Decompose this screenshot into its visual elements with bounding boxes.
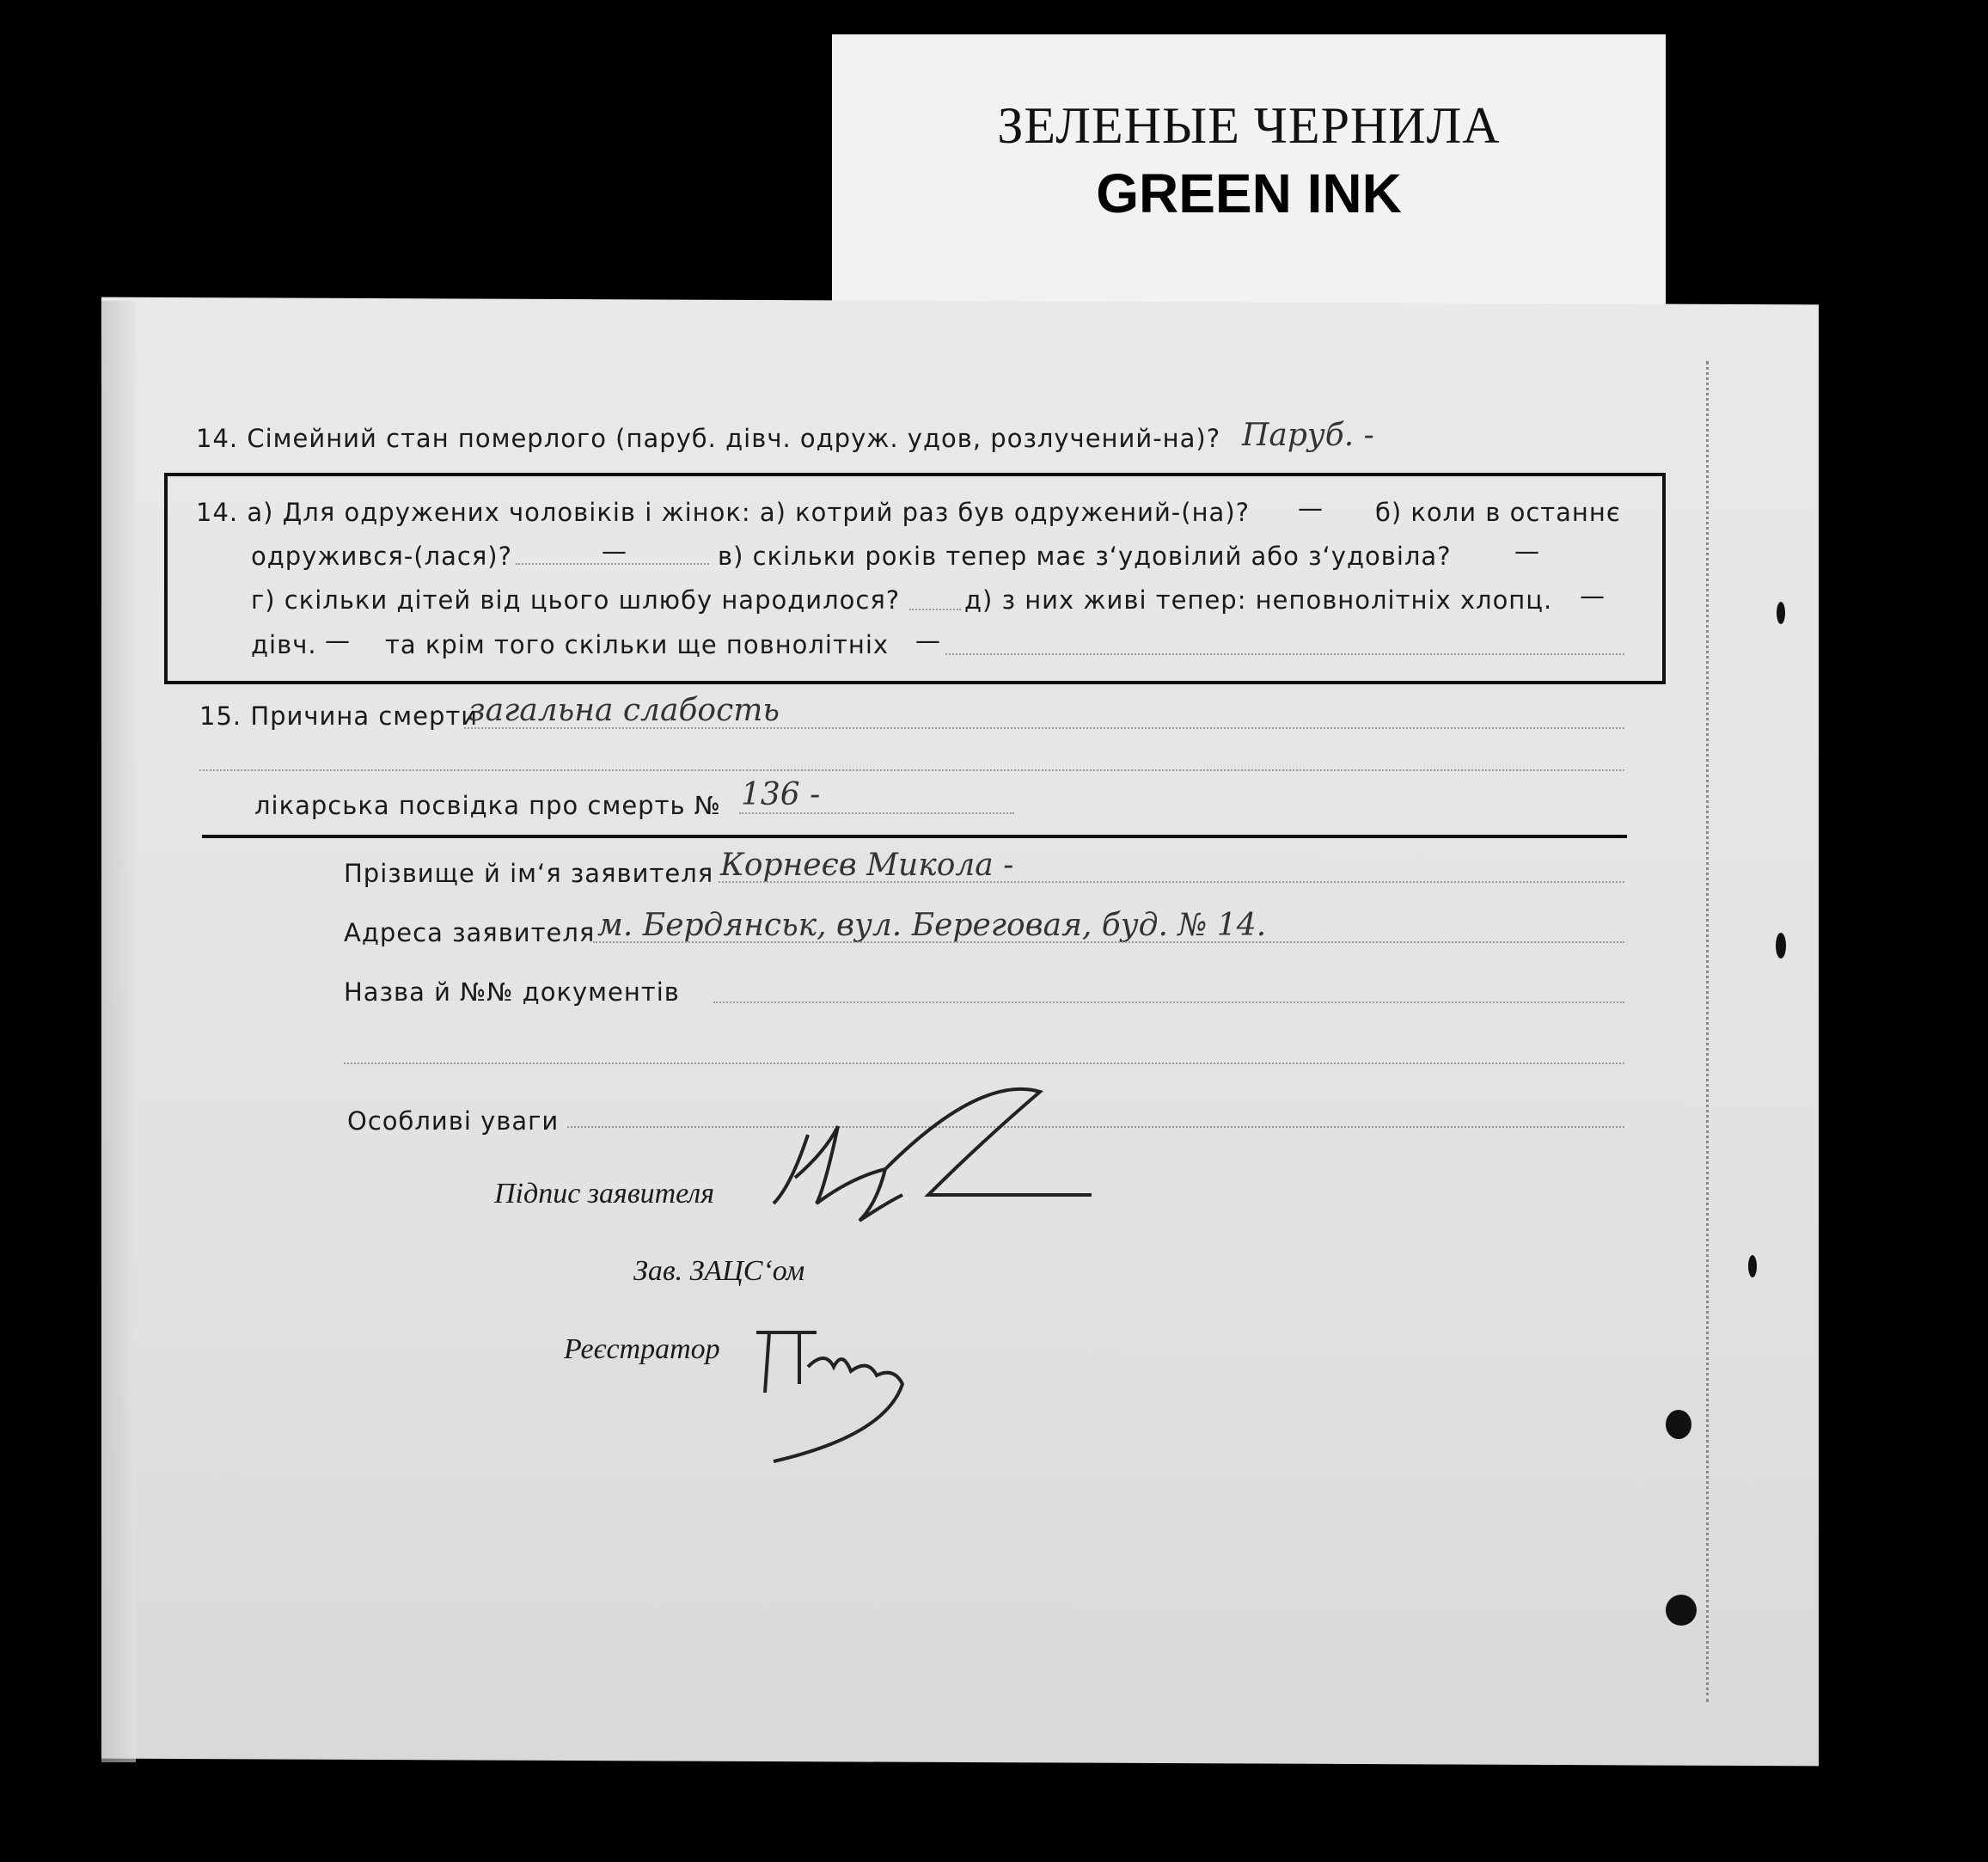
- registrar-label: Реєстратор: [564, 1333, 720, 1365]
- item14-answer: Паруб. -: [1242, 418, 1374, 453]
- item14a-line2b: в) скільки років тепер має з‘удовілий або з‘удовіла?: [718, 542, 1452, 571]
- item14a-line3b: д) з них живі тепер: неповнолітніх хлопц.: [964, 585, 1553, 615]
- item14a-line4a: дівч.: [251, 630, 317, 659]
- item14a-line3-blank: [909, 609, 961, 610]
- applicant-signature: [756, 1075, 1100, 1255]
- item14a-line1-dash: —: [1298, 493, 1324, 523]
- certificate-answer: 136 -: [741, 777, 821, 812]
- item15-blank: [464, 727, 1624, 729]
- remarks-label: Особливі уваги: [347, 1106, 560, 1136]
- applicant-name-blank: [719, 881, 1624, 883]
- ink-label-card: [832, 34, 1666, 318]
- item14a-line4-dash: —: [325, 626, 351, 655]
- item14-question: 14. Сімейний стан померлого (паруб. дівч. одруж. удов, розлучений-на)?: [196, 424, 1221, 453]
- item14a-line2-dash2: —: [1514, 536, 1540, 566]
- punch-mark: [1777, 602, 1785, 624]
- certificate-label: лікарська посвідка про смерть №: [254, 791, 721, 820]
- label-russian: ЗЕЛЕНЫЕ ЧЕРНИЛА: [997, 97, 1501, 154]
- head-label: Зав. ЗАЦС‘ом: [633, 1255, 805, 1287]
- item15-label: 15. Причина смерти: [199, 701, 479, 731]
- item14a-line4-dash2: —: [915, 626, 941, 655]
- item14a-line3-dash: —: [1580, 581, 1606, 610]
- item14a-line3a: г) скільки дітей від цього шлюбу народилося?: [251, 585, 901, 615]
- item14a-line4-blank: [945, 653, 1624, 655]
- applicant-address-answer: м. Бердянськ, вул. Береговая, буд. № 14.: [597, 908, 1267, 943]
- item14a-line1: 14. а) Для одружених чоловіків і жінок: а) котрий раз був одружений-(на)?: [196, 498, 1251, 527]
- item14a-line2a: одружився-(лася)?: [251, 542, 512, 571]
- applicant-address-label: Адреса заявителя: [344, 918, 596, 947]
- item15-blank-2: [199, 769, 1624, 771]
- item14a-line2-dash: —: [602, 536, 627, 566]
- label-english: GREEN INK: [1096, 162, 1402, 224]
- applicant-address-blank: [593, 941, 1624, 943]
- applicant-name-label: Прізвище й ім‘я заявителя: [344, 859, 714, 888]
- certificate-blank: [739, 812, 1014, 814]
- item14a-line1-end: б) коли в останнє: [1375, 498, 1621, 527]
- punch-hole: [1666, 1410, 1691, 1439]
- documents-blank: [713, 1001, 1624, 1003]
- signature-label: Підпис заявителя: [494, 1178, 715, 1210]
- item14a-line4b: та крім того скільки ще повнолітніх: [385, 630, 890, 659]
- punch-mark: [1776, 933, 1786, 959]
- perforation-line: [1706, 361, 1709, 1702]
- punch-hole: [1666, 1595, 1697, 1626]
- sheet-edge-shadow: [101, 301, 136, 1762]
- registrar-signature: [748, 1298, 920, 1470]
- applicant-name-answer: Корнеєв Микола -: [720, 848, 1014, 883]
- section-divider: [202, 835, 1627, 838]
- item15-answer: загальна слабость: [468, 693, 780, 728]
- documents-label: Назва й №№ документів: [344, 977, 680, 1007]
- punch-mark: [1748, 1255, 1757, 1277]
- documents-blank-2: [344, 1063, 1624, 1064]
